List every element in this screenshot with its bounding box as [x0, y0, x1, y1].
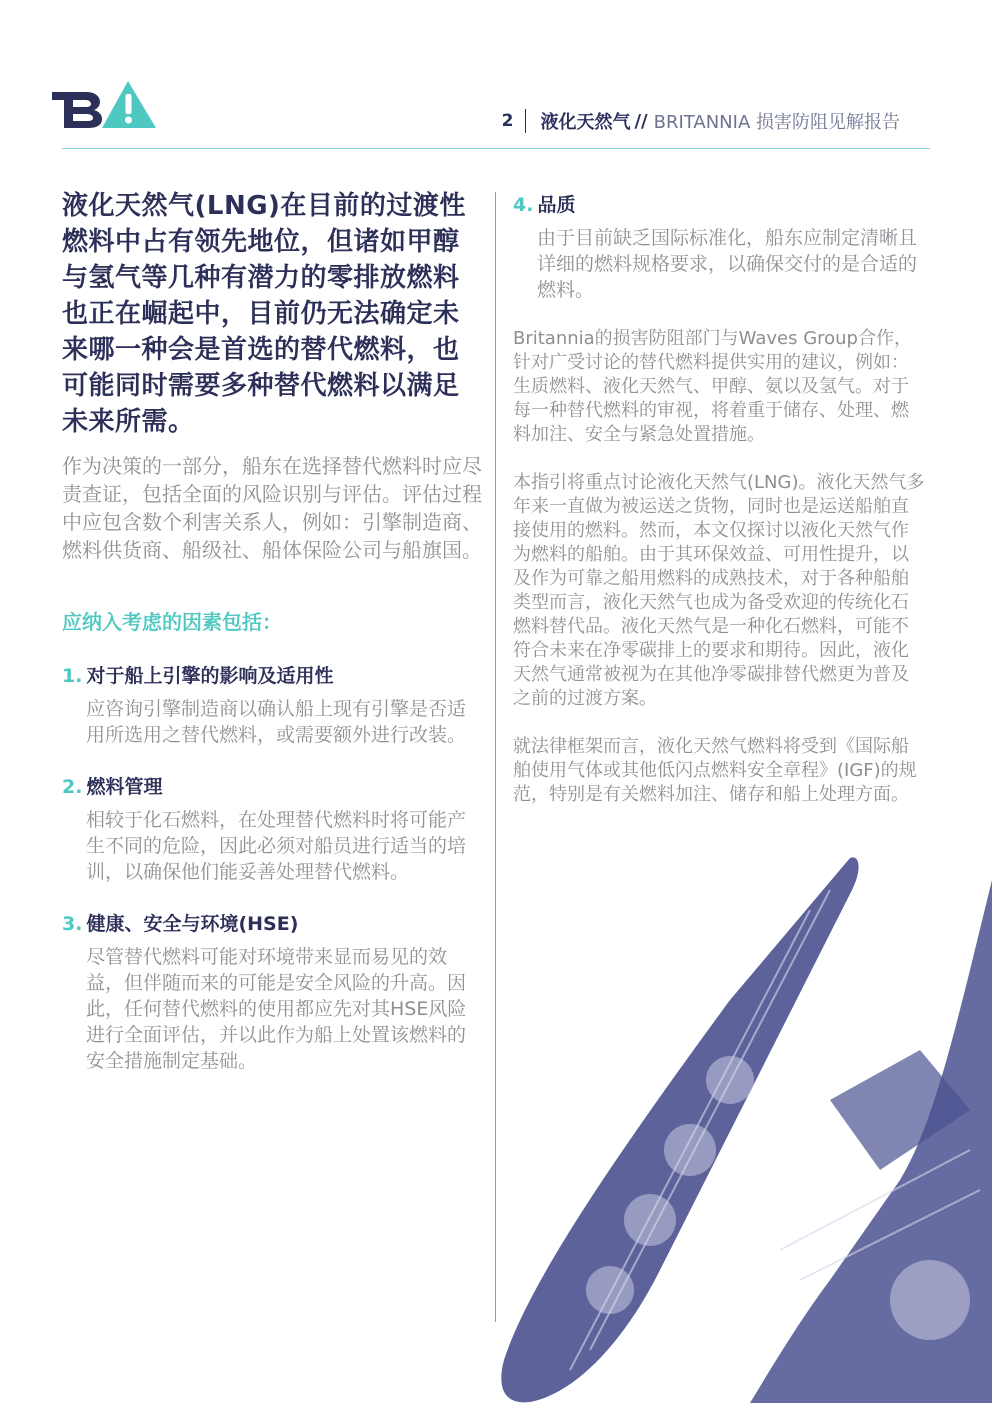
factor-title: [513, 190, 925, 217]
britannia-logo: [52, 78, 158, 130]
factor-item: [62, 661, 482, 748]
factor-number: 1.: [62, 665, 83, 687]
factor-item: [62, 772, 482, 885]
factor-title: [62, 772, 482, 799]
factor-body: 应咨询引擎制造商以确认船上现有引擎是否适用所选用之替代燃料，或需要额外进行改装。: [86, 698, 467, 746]
body-paragraph: 本指引将重点讨论液化天然气(LNG)。液化天然气多年来一直做为被运送之货物，同时也是运送船舶直接使用的燃料。然而，本文仅探讨以液化天然气作为燃料的船舶。由于其环保效益、可用性提升，以及作为可靠之船用燃料的成熟技术，对于各种船舶类型而言，液化天然气也成为备受欢迎的传统化石燃料替代品。液化天然气是一种化石燃料，可能不符合未来在净零碳排上的要求和期待。因此，液化天然气通常被视为在其他净零碳排替代燃更为普及之前的过渡方案。: [513, 472, 925, 709]
factor-body: 由于目前缺乏国际标准化，船东应制定清晰且详细的燃料规格要求，以确保交付的是合适的燃料。: [537, 227, 918, 301]
factor-number: 3.: [62, 913, 83, 935]
factor-body: 尽管替代燃料可能对环境带来显而易见的效益，但伴随而来的可能是安全风险的升高。因此，任何替代燃料的使用都应先对其HSE风险进行全面评估，并以此作为船上处置该燃料的安全措施制定基础。: [86, 946, 467, 1072]
factor-title-text: 对于船上引擎的影响及适用性: [86, 665, 334, 687]
header-title: 液化天然气: [540, 112, 631, 133]
factor-title-text: 品质: [537, 194, 576, 216]
right-column: [513, 190, 925, 831]
factor-title: [62, 909, 482, 936]
factor-title: [62, 661, 482, 688]
running-header: [502, 108, 900, 134]
factors-heading: 应纳入考虑的因素包括：: [62, 610, 282, 634]
factor-title-text: 燃料管理: [86, 776, 163, 798]
header-separator: //: [634, 110, 648, 132]
factor-item: [62, 909, 482, 1074]
header-divider: [525, 109, 526, 133]
page-number: 2: [501, 111, 514, 131]
body-paragraph: Britannia的损害防阻部门与Waves Group合作，针对广受讨论的替代燃料提供实用的建议，例如：生质燃料、液化天然气、甲醇、氨以及氢气。对于每一种替代燃料的审视，将着重于储存、处理、燃料加注、安全与紧急处置措施。: [513, 328, 912, 445]
header-rule: [62, 148, 930, 149]
body-paragraph: 就法律框架而言，液化天然气燃料将受到《国际船舶使用气体或其他低闪点燃料安全章程》(IGF)的规范，特别是有关燃料加注、储存和船上处理方面。: [513, 736, 917, 805]
factor-number: 4.: [513, 194, 534, 216]
lng-carrier-aerial-image: [500, 850, 992, 1403]
factor-body: 相较于化石燃料，在处理替代燃料时将可能产生不同的危险，因此必须对船员进行适当的培训，以确保他们能妥善处理替代燃料。: [86, 809, 467, 883]
header-subtitle: BRITANNIA 损害防阻见解报告: [653, 112, 900, 133]
intro-paragraph: 作为决策的一部分，船东在选择替代燃料时应尽责查证，包括全面的风险识别与评估。评估过程中应包含数个利害关系人，例如：引擎制造商、燃料供货商、船级社、船体保险公司与船旗国。: [62, 454, 482, 562]
factor-number: 2.: [62, 776, 83, 798]
factor-title-text: 健康、安全与环境(HSE): [86, 913, 299, 935]
left-column: [62, 188, 482, 1098]
lead-paragraph: 液化天然气(LNG)在目前的过渡性燃料中占有领先地位，但诸如甲醇与氢气等几种有潜力的零排放燃料也正在崛起中，目前仍无法确定未来哪一种会是首选的替代燃料，也可能同时需要多种替代燃料以满足未来所需。: [62, 191, 466, 437]
column-divider: [495, 192, 496, 1322]
